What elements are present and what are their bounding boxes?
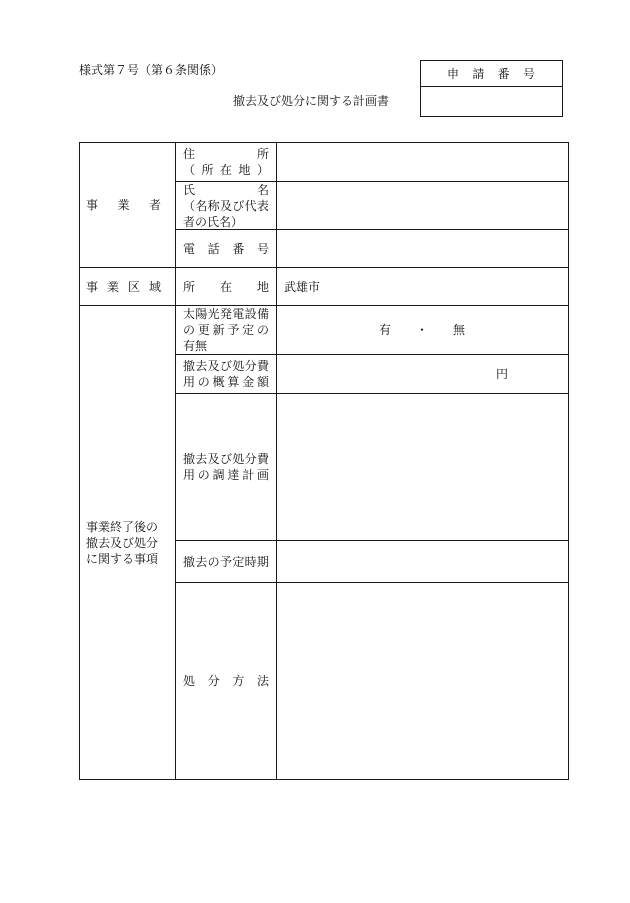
name-label: 氏 名 xyxy=(183,182,269,197)
business-area-group-cell xyxy=(79,267,176,306)
business-area-label: 事 業 区 域 xyxy=(86,279,161,294)
name-label-cell xyxy=(175,181,277,230)
renewal-plan-label-line2: の更新予定の xyxy=(183,323,269,337)
phone-label: 電 話 番 号 xyxy=(183,241,269,256)
post-business-label-line3: に関する事項 xyxy=(86,551,159,566)
removal-schedule-label-cell xyxy=(175,540,277,583)
application-number-header xyxy=(421,61,562,87)
estimated-cost-label-line2: 用の概算金額 xyxy=(183,375,269,389)
estimated-cost-label-line1: 撤去及び処分費 xyxy=(183,359,269,373)
business-operator-label: 事 業 者 xyxy=(86,198,161,212)
address-label: 住 所 xyxy=(183,147,269,161)
address-sublabel: （ 所 在 地 ） xyxy=(183,163,269,177)
funding-plan-label-line1: 撤去及び処分費 xyxy=(183,452,269,466)
form-number: 様式第７号（第６条関係） xyxy=(79,63,224,77)
post-business-label-line2: 撤去及び処分 xyxy=(86,535,159,550)
location-label: 所 在 地 xyxy=(183,279,269,294)
disposal-method-value-cell xyxy=(276,582,569,780)
removal-schedule-label: 撤去の予定時期 xyxy=(183,554,269,569)
application-number-box xyxy=(420,60,563,117)
name-sublabel-line1: （名称及び代表 xyxy=(183,198,269,213)
estimated-cost-label-cell xyxy=(175,354,277,394)
post-business-group-cell xyxy=(79,305,176,780)
renewal-plan-value-cell xyxy=(276,305,569,355)
name-value-cell xyxy=(276,181,569,230)
removal-schedule-value-cell xyxy=(276,540,569,583)
renewal-plan-label-line1: 太陽光発電設備 xyxy=(183,307,269,321)
renewal-yes-no-choice: 有 ・ 無 xyxy=(379,323,465,337)
address-value-cell xyxy=(276,142,569,182)
address-label-cell xyxy=(175,142,277,182)
disposal-method-label-cell xyxy=(175,582,277,780)
business-operator-group-cell xyxy=(79,142,176,268)
phone-value-cell xyxy=(276,229,569,268)
location-value-cell xyxy=(276,267,569,306)
location-label-cell xyxy=(175,267,277,306)
funding-plan-value-cell xyxy=(276,393,569,541)
yen-unit: 円 xyxy=(496,367,509,381)
funding-plan-label-line2: 用の調達計画 xyxy=(183,468,269,482)
estimated-cost-value-cell xyxy=(276,354,569,394)
document-title: 撤去及び処分に関する計画書 xyxy=(233,94,390,108)
funding-plan-label-cell xyxy=(175,393,277,541)
renewal-plan-label-line3: 有無 xyxy=(183,339,208,353)
name-sublabel-line2: 者の氏名） xyxy=(183,214,244,229)
renewal-plan-label-cell xyxy=(175,305,277,355)
phone-label-cell xyxy=(175,229,277,268)
application-number-label: 申 請 番 号 xyxy=(447,66,535,81)
location-value: 武雄市 xyxy=(284,279,321,294)
disposal-method-label: 処 分 方 法 xyxy=(183,674,269,688)
post-business-label-line1: 事業終了後の xyxy=(86,519,159,534)
